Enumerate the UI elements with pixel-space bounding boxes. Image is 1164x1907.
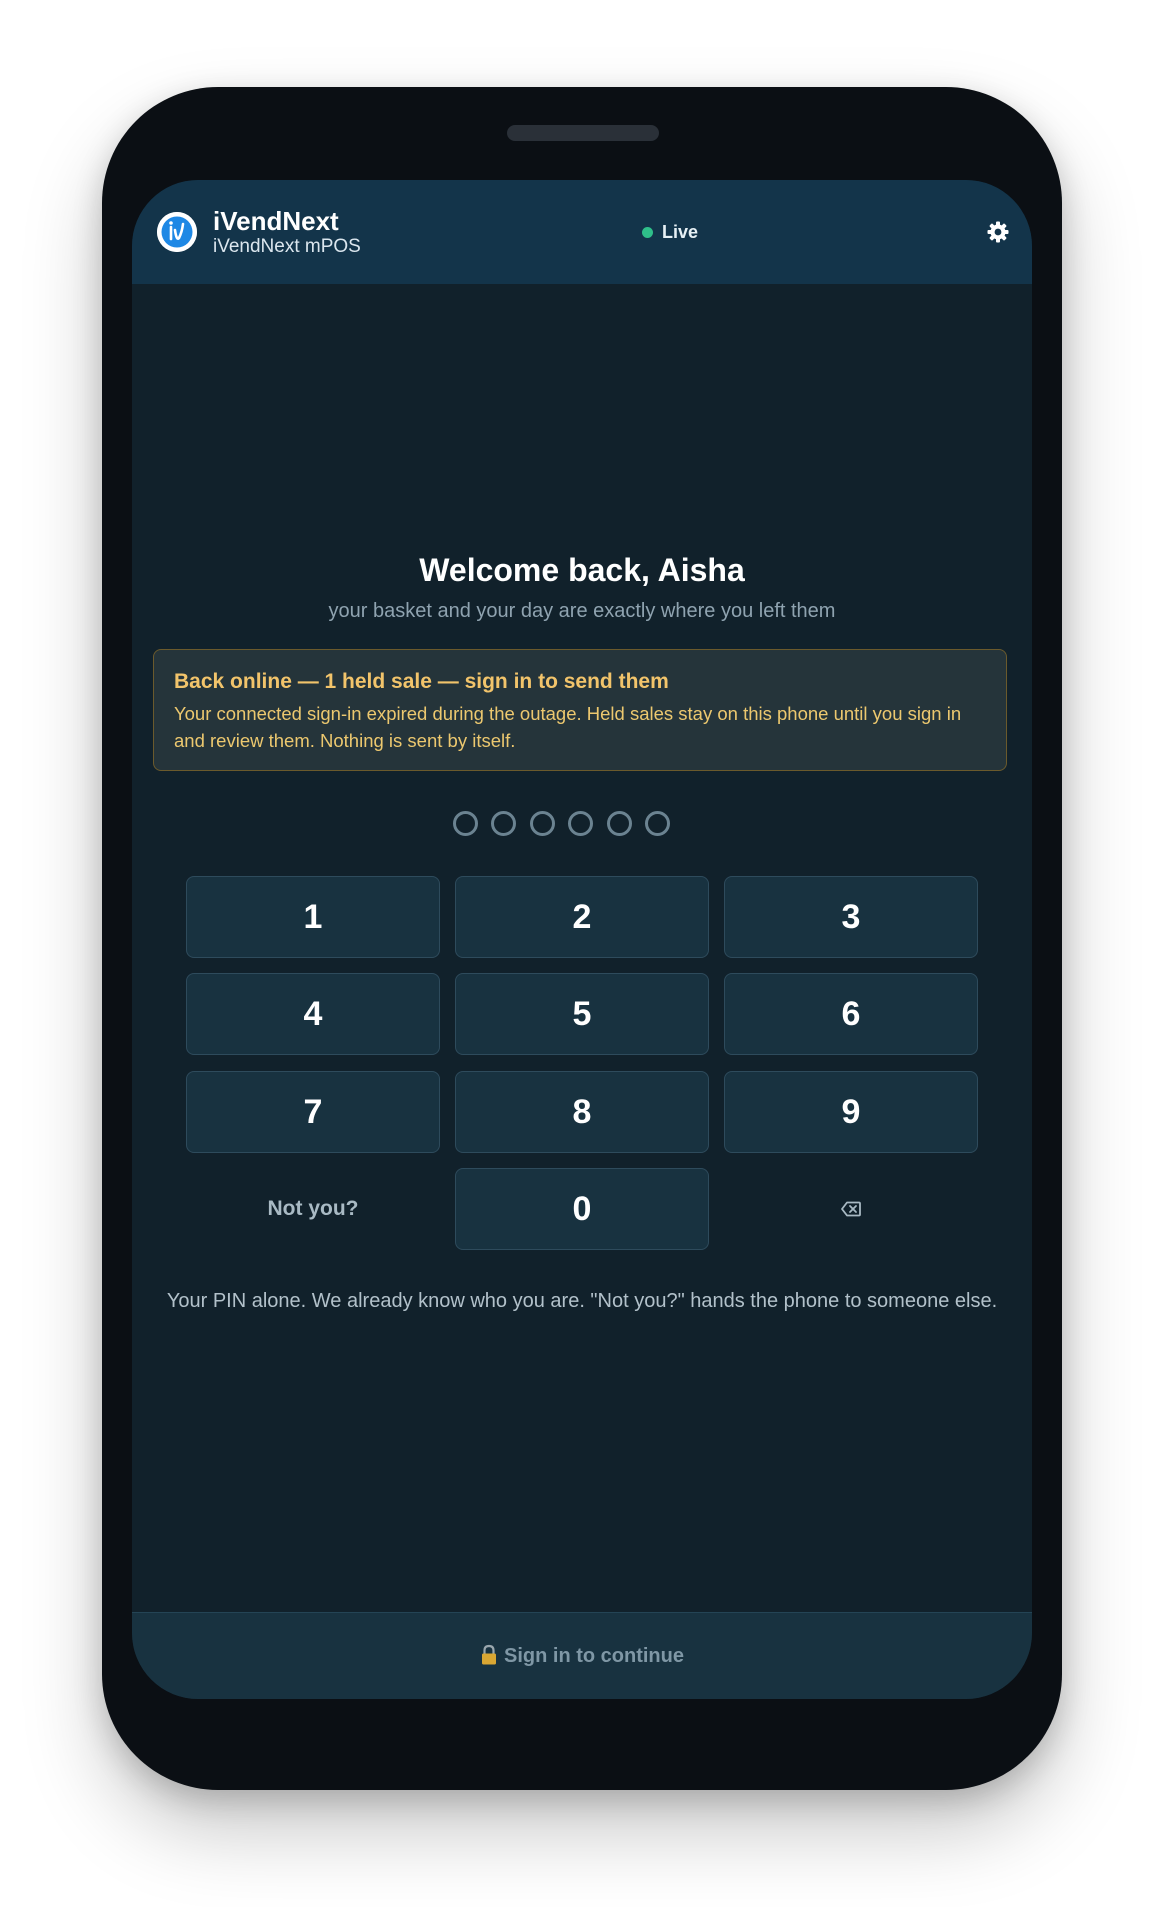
keypad-key-0[interactable]: 0 bbox=[455, 1168, 709, 1250]
lock-icon bbox=[480, 1644, 498, 1666]
keypad-key-3[interactable]: 3 bbox=[724, 876, 978, 958]
not-you-button[interactable]: Not you? bbox=[267, 1197, 359, 1220]
keypad-key-8[interactable]: 8 bbox=[455, 1071, 709, 1153]
keypad-key-2[interactable]: 2 bbox=[455, 876, 709, 958]
keypad-key-6[interactable]: 6 bbox=[724, 973, 978, 1055]
app-subtitle: iVendNext mPOS bbox=[213, 236, 361, 257]
status-dot-icon bbox=[642, 227, 653, 238]
gear-icon bbox=[984, 218, 1012, 246]
keypad-key-1[interactable]: 1 bbox=[186, 876, 440, 958]
footer-bar bbox=[132, 1612, 1032, 1699]
pin-indicator bbox=[453, 811, 713, 837]
pin-dot bbox=[607, 811, 632, 836]
ivendnext-logo-icon bbox=[157, 212, 197, 252]
keypad-key-5[interactable]: 5 bbox=[455, 973, 709, 1055]
settings-button[interactable] bbox=[984, 218, 1012, 246]
pin-dot bbox=[645, 811, 670, 836]
keypad-key-7[interactable]: 7 bbox=[186, 1071, 440, 1153]
sign-in-to-continue: Sign in to continue bbox=[504, 1644, 684, 1667]
alert-body: Your connected sign-in expired during the outage. Held sales stay on this phone until you sign in and review them. Nothing is sent by itself. bbox=[174, 703, 962, 751]
connection-status bbox=[642, 220, 698, 244]
keypad-key-4[interactable]: 4 bbox=[186, 973, 440, 1055]
app-header bbox=[132, 180, 1032, 284]
pin-hint: Your PIN alone. We already know who you are. "Not you?" hands the phone to someone else. bbox=[166, 1290, 998, 1312]
welcome-title: Welcome back, Aisha bbox=[419, 552, 745, 588]
pin-dot bbox=[530, 811, 555, 836]
pin-dot bbox=[568, 811, 593, 836]
held-sales-alert bbox=[153, 649, 1007, 771]
backspace-button[interactable] bbox=[724, 1168, 978, 1250]
alert-title: Back online — 1 held sale — sign in to send them bbox=[174, 670, 669, 693]
phone-screen bbox=[132, 180, 1032, 1699]
pin-dot bbox=[491, 811, 516, 836]
pin-dot bbox=[453, 811, 478, 836]
phone-speaker bbox=[507, 125, 659, 141]
keypad-key-9[interactable]: 9 bbox=[724, 1071, 978, 1153]
app-name: iVendNext bbox=[213, 206, 339, 236]
welcome-subtitle: your basket and your day are exactly where you left them bbox=[328, 600, 836, 622]
phone-frame bbox=[102, 87, 1062, 1790]
backspace-icon bbox=[841, 1201, 861, 1217]
status-label: Live bbox=[662, 221, 699, 242]
